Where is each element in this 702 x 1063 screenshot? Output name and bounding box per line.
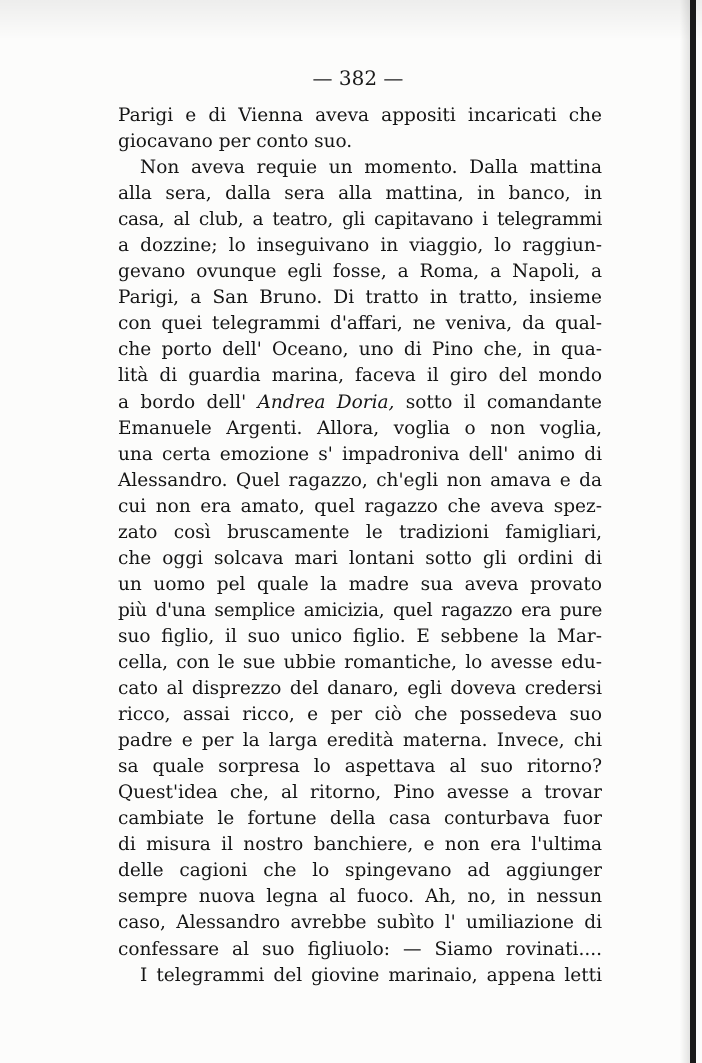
text-line: cui non era amato, quel ragazzo che aveva spez- xyxy=(118,495,602,517)
text-line: zato così bruscamente le tradizioni famigliari, xyxy=(118,521,602,543)
text-line: alla sera, dalla sera alla mattina, in banco, in xyxy=(118,183,602,205)
text-line: Parigi e di Vienna aveva appositi incaricati che xyxy=(118,105,602,126)
text-line: delle cagioni che lo spingevano ad aggiunger xyxy=(118,860,602,882)
text-segment: sotto il comandante xyxy=(394,391,602,413)
text-line: I telegrammi del giovine marinaio, appena letti xyxy=(140,964,602,986)
text-segment: a bordo dell' xyxy=(118,391,258,413)
text-line: una certa emozione s' impadroniva dell' animo di xyxy=(118,443,602,465)
text-line: ricco, assai ricco, e per ciò che possedeva suo xyxy=(118,704,602,726)
text-line: cella, con le sue ubbie romantiche, lo avesse edu- xyxy=(118,651,602,673)
text-line: Emanuele Argenti. Allora, voglia o non voglia, xyxy=(118,417,602,439)
text-line: padre e per la larga eredità materna. Invece, chi xyxy=(118,730,602,752)
text-line: che porto dell' Oceano, uno di Pino che, in qua- xyxy=(118,339,602,361)
text-line: lità di guardia marina, faceva il giro del mondo xyxy=(118,365,602,387)
page-top-shade xyxy=(0,0,702,40)
text-line: suo figlio, il suo unico figlio. E sebbene la Mar- xyxy=(118,625,602,647)
text-line xyxy=(118,390,602,416)
text-line: sempre nuova legna al fuoco. Ah, no, in nessun xyxy=(118,886,602,908)
page-number: — 382 — xyxy=(312,66,404,90)
text-line: che oggi solcava mari lontani sotto gli ordini di xyxy=(118,547,602,569)
text-line: caso, Alessandro avrebbe subìto l' umiliazione di xyxy=(118,912,602,934)
text-line: un uomo pel quale la madre sua aveva provato xyxy=(118,573,602,595)
text-line: di misura il nostro banchiere, e non era l'ultima xyxy=(118,834,602,856)
text-line: cato al disprezzo del danaro, egli doveva credersi xyxy=(118,678,602,700)
ship-name-italic: Andrea Doria, xyxy=(257,391,395,413)
text-line: sa quale sorpresa lo aspettava al suo ritorno? xyxy=(118,756,602,778)
text-line: Alessandro. Quel ragazzo, ch'egli non amava e da xyxy=(118,469,602,491)
text-line: cambiate le fortune della casa conturbava fuor xyxy=(118,808,602,830)
text-line: casa, al club, a teatro, gli capitavano i telegrammi xyxy=(118,209,602,231)
book-spine-edge xyxy=(690,0,696,1063)
text-line: Quest'idea che, al ritorno, Pino avesse a trovar xyxy=(118,782,602,804)
text-line: Non aveva requie un momento. Dalla mattina xyxy=(140,157,602,179)
page-edge-shade xyxy=(680,0,690,1063)
text-line: a dozzine; lo inseguivano in viaggio, lo raggiun- xyxy=(118,235,602,257)
text-line: Parigi, a San Bruno. Di tratto in tratto, insieme xyxy=(118,287,602,309)
text-line: più d'una semplice amicizia, quel ragazzo era pure xyxy=(118,599,602,621)
text-line: confessare al suo figliuolo: — Siamo rovinati.... xyxy=(118,938,602,960)
text-line: giocavano per conto suo. xyxy=(118,131,353,153)
text-line: gevano ovunque egli fosse, a Roma, a Napoli, a xyxy=(118,261,602,283)
text-line: con quei telegrammi d'affari, ne veniva, da qual- xyxy=(118,313,602,335)
body-text xyxy=(118,103,602,989)
